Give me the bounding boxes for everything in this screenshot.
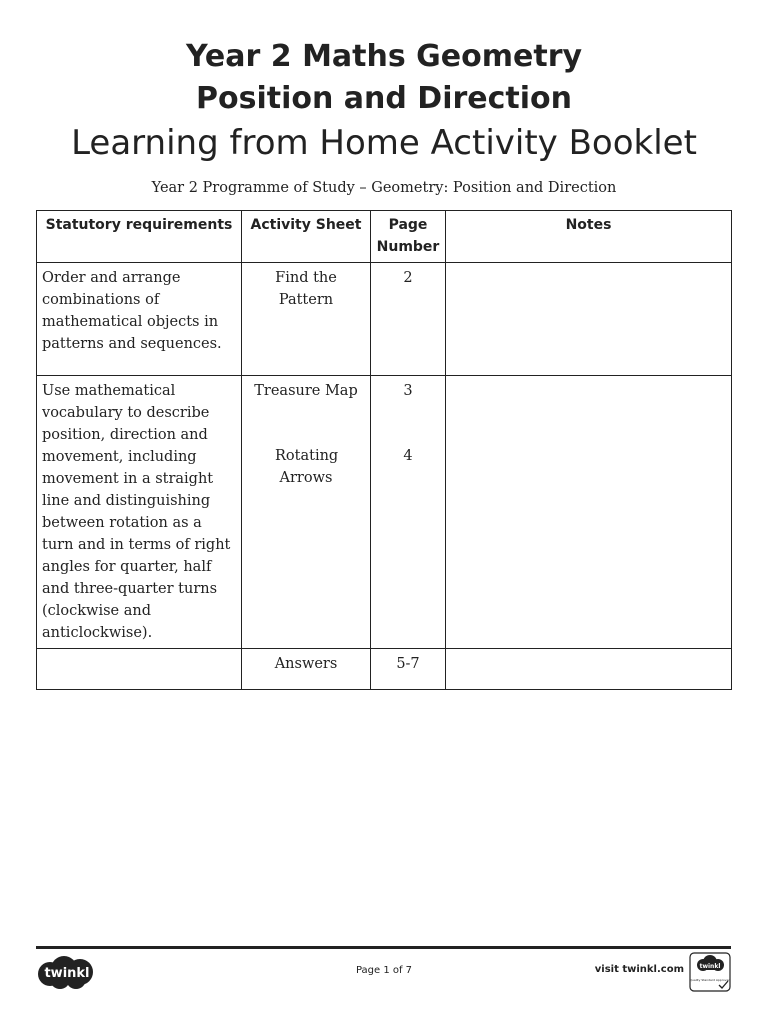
page-title-line2: Position and Direction	[196, 81, 572, 116]
requirement-cell	[37, 649, 242, 690]
header-page-line1: Page	[388, 217, 428, 233]
badge-caption: Quality Standard Approved	[689, 978, 731, 982]
header-page-number	[371, 211, 446, 263]
page-title-line3: Learning from Home Activity Booklet	[71, 123, 697, 163]
activity-name: Answers	[274, 656, 338, 672]
requirement-cell: Order and arrange combinations of mathematical objects in patterns and sequences.	[37, 263, 242, 376]
visit-link[interactable]: visit twinkl.com	[594, 964, 684, 975]
page-number: 3	[403, 383, 413, 399]
activity-name: Treasure Map	[254, 383, 358, 399]
header-notes: Notes	[446, 211, 732, 263]
header-page-line2: Number	[376, 239, 440, 255]
notes-cell[interactable]	[446, 649, 732, 690]
requirement-cell: Use mathematical vocabulary to describe position, direction and movement, including movement in a straight line and distinguishing between rotation as a turn and in terms of right angles for quarter, half and three-quarter turns (clockwise and anticlockwise).	[37, 376, 242, 649]
quality-badge-icon	[689, 952, 731, 992]
page-cell	[371, 376, 446, 649]
table-row	[37, 263, 732, 376]
notes-cell[interactable]	[446, 263, 732, 376]
page-subtitle: Year 2 Programme of Study – Geometry: Position and Direction	[151, 180, 617, 196]
table-row	[37, 376, 732, 649]
page-number: 2	[403, 270, 413, 286]
twinkl-logo-text: twinkl	[44, 966, 90, 981]
footer-rule	[36, 946, 731, 949]
activity-name: Find the Pattern	[275, 270, 337, 308]
page-number-label: Page 1 of 7	[355, 965, 413, 976]
activity-cell	[242, 263, 371, 376]
page-cell	[371, 649, 446, 690]
table-row	[37, 649, 732, 690]
header-statutory: Statutory requirements	[37, 211, 242, 263]
page-title-line1: Year 2 Maths Geometry	[185, 39, 583, 74]
activity-name: Rotating Arrows	[275, 448, 339, 486]
page-number: 5-7	[396, 656, 420, 672]
activity-cell	[242, 376, 371, 649]
page-number: 4	[403, 448, 413, 464]
badge-brand-text: twinkl	[699, 963, 721, 970]
activity-cell	[242, 649, 371, 690]
header-activity: Activity Sheet	[242, 211, 371, 263]
requirements-table	[36, 210, 732, 690]
table-header-row	[37, 211, 732, 263]
page-cell	[371, 263, 446, 376]
notes-cell[interactable]	[446, 376, 732, 649]
